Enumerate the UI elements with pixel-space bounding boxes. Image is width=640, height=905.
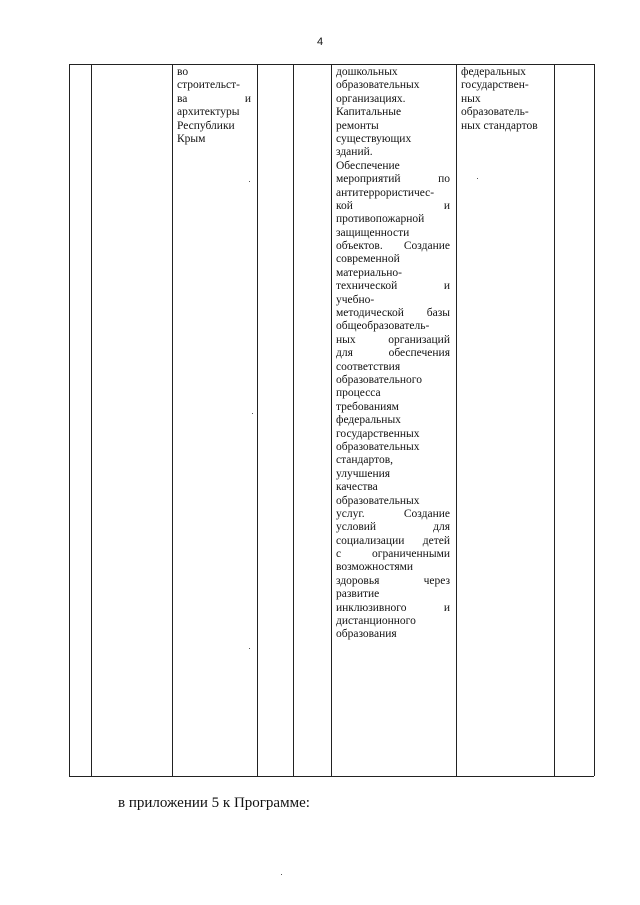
cell-text-line: строительст- xyxy=(177,79,240,92)
cell-text-line: организациях. xyxy=(336,92,406,105)
cell-text-line: федеральных xyxy=(336,414,401,427)
cell-text-line: с ограниченными xyxy=(336,548,450,561)
page-number: 4 xyxy=(316,36,324,48)
cell-text-line: стандартов, xyxy=(336,454,394,467)
cell-text-line: улучшения xyxy=(336,467,391,480)
cell-text-line: для обеспечения xyxy=(336,347,450,360)
cell-text-line: федеральных xyxy=(461,66,526,78)
cell-text-line: услуг. Создание xyxy=(336,507,450,520)
cell-text-line: ва и xyxy=(177,92,251,105)
cell-text-line: современной xyxy=(336,253,400,266)
scan-speck xyxy=(249,181,250,182)
column-divider xyxy=(257,64,258,776)
cell-text-line: государствен- xyxy=(461,79,529,92)
cell-text-line: архитектуры xyxy=(177,106,240,119)
cell-expected-results xyxy=(461,66,551,133)
cell-text-line: ных организаций xyxy=(336,333,450,346)
column-divider xyxy=(172,64,173,776)
cell-text-line: защищенности xyxy=(336,226,410,239)
cell-text-line: существующих xyxy=(336,132,412,145)
cell-text-line: образовательных xyxy=(336,440,420,453)
cell-text-line: качества xyxy=(336,481,378,494)
cell-text-line: образовательного xyxy=(336,373,422,386)
cell-text-line: процесса xyxy=(336,387,381,400)
cell-text-line: мероприятий по xyxy=(336,173,450,186)
cell-text-line: соответствия xyxy=(336,360,401,373)
cell-text-line: возможностями xyxy=(336,561,414,574)
scan-speck xyxy=(249,648,250,649)
cell-text-line: здоровья через xyxy=(336,574,450,587)
column-divider xyxy=(69,64,70,776)
cell-text-line: Капитальные xyxy=(336,106,402,119)
cell-text-line: во xyxy=(177,66,189,78)
cell-text-line: методической базы xyxy=(336,307,450,320)
cell-text-line: государственных xyxy=(336,427,420,440)
cell-text-line: Обеспечение xyxy=(336,159,400,172)
cell-responsible-authority xyxy=(177,66,251,146)
cell-text-line: дистанционного xyxy=(336,615,416,628)
column-divider xyxy=(554,64,555,776)
cell-text-line: развитие xyxy=(336,588,380,601)
cell-text-line: объектов. Создание xyxy=(336,240,450,253)
program-table xyxy=(69,64,594,776)
cell-text-line: зданий. xyxy=(336,146,373,159)
column-divider xyxy=(331,64,332,776)
cell-text-line: материально- xyxy=(336,266,402,279)
cell-text-line: Крым xyxy=(177,132,206,145)
appendix-reference-text: в приложении 5 к Программе: xyxy=(118,795,310,811)
cell-text-line: общеобразователь- xyxy=(336,320,430,333)
cell-text-line: учебно- xyxy=(336,293,375,306)
cell-text-line: образовательных xyxy=(336,494,420,507)
cell-text-line: инклюзивного и xyxy=(336,601,450,614)
cell-text-line: ных xyxy=(461,92,481,105)
cell-text-line: образователь- xyxy=(461,106,529,119)
cell-text-line: технической и xyxy=(336,280,450,293)
cell-measures xyxy=(336,66,450,642)
cell-text-line: Республики xyxy=(177,119,235,132)
cell-text-line: ремонты xyxy=(336,119,379,132)
cell-text-line: антитеррористичес- xyxy=(336,186,435,199)
table-bottom-border xyxy=(69,776,594,777)
column-divider xyxy=(594,64,595,776)
cell-text-line: социализации детей xyxy=(336,534,450,547)
cell-text-line: ных стандартов xyxy=(461,119,538,132)
cell-text-line: образовательных xyxy=(336,79,420,92)
scan-speck xyxy=(252,413,253,414)
cell-text-line: условий для xyxy=(336,521,450,534)
cell-text-line: дошкольных xyxy=(336,66,398,78)
cell-text-line: образования xyxy=(336,628,397,641)
cell-text-line: противопожарной xyxy=(336,213,425,226)
column-divider xyxy=(293,64,294,776)
column-divider xyxy=(91,64,92,776)
scan-speck xyxy=(281,874,282,875)
scan-speck xyxy=(477,178,478,179)
column-divider xyxy=(456,64,457,776)
cell-text-line: кой и xyxy=(336,199,450,212)
cell-text-line: требованиям xyxy=(336,400,399,413)
